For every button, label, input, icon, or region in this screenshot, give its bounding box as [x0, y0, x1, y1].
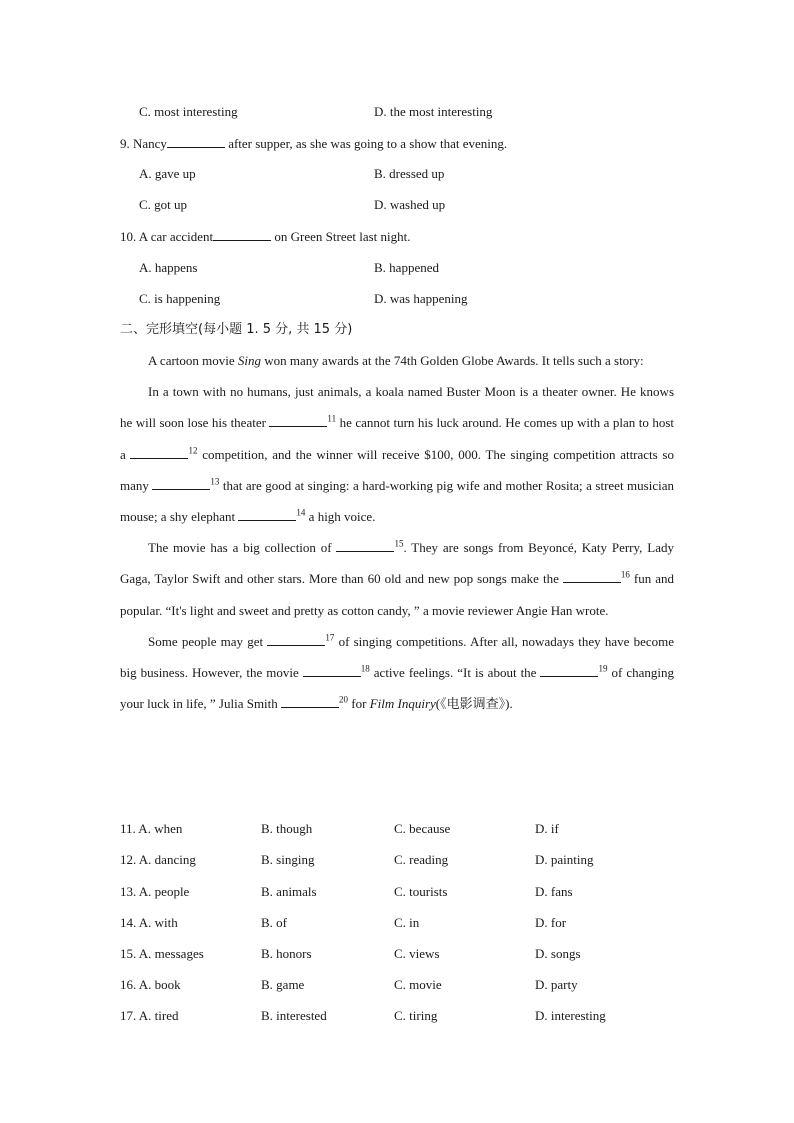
passage-text: fun and popular. “It's light and sweet and pretty as cotton candy, ” a movie reviewer Angie Han wrote.: [120, 571, 674, 618]
choice-d: D. songs: [535, 946, 581, 961]
choice-a: 15. A. messages: [120, 946, 204, 961]
blank-number: 14: [296, 507, 306, 518]
passage-text: of changing your luck in life, ” Julia Smith: [120, 665, 675, 712]
passage-paragraph-3: [120, 532, 674, 626]
choice-b: B. singing: [261, 852, 315, 867]
choice-a: 17. A. tired: [120, 1008, 179, 1023]
passage-text: won many awards at the 74th Golden Globe Awards. It tells such a story:: [261, 353, 644, 368]
passage-paragraph-4: [120, 626, 674, 720]
blank-14: [238, 508, 296, 521]
passage-paragraph-2: [120, 376, 674, 532]
passage-text: for: [348, 696, 370, 712]
blank-19: [540, 664, 598, 677]
q9-option-b: B. dressed up: [374, 166, 445, 181]
blank-17: [267, 633, 325, 646]
q10-option-d: D. was happening: [374, 291, 468, 306]
q9-option-a: A. gave up: [139, 166, 196, 181]
q8-option-c: C. most interesting: [139, 104, 238, 119]
blank-13: [152, 477, 210, 490]
choice-a: 13. A. people: [120, 884, 190, 899]
q9-stem-start: 9. Nancy: [120, 136, 167, 151]
passage-text: Some people may get: [148, 633, 268, 649]
passage-text: The movie has a big collection of: [148, 540, 337, 556]
q10-stem: [120, 228, 411, 245]
blank-11: [269, 414, 327, 427]
blank-number: 19: [598, 663, 608, 674]
q10-option-b: B. happened: [374, 260, 439, 275]
passage-text: competition, and the winner will receive $100, 000. The singing competition attracts so many: [120, 446, 674, 493]
section-heading: 二、完形填空(每小题 1. 5 分, 共 15 分): [120, 322, 353, 337]
passage-paragraph-1: [120, 345, 674, 376]
movie-title: Sing: [237, 353, 262, 368]
choice-b: B. of: [261, 915, 287, 930]
choice-d: D. if: [535, 821, 559, 836]
blank-number: 15: [394, 538, 404, 549]
choice-d: D. fans: [535, 884, 573, 899]
passage-text: a high voice.: [305, 509, 376, 525]
choice-b: B. honors: [261, 946, 312, 961]
q10-blank: [213, 228, 271, 241]
magazine-title: Film Inquiry: [369, 696, 436, 712]
q10-option-c: C. is happening: [139, 291, 221, 306]
choice-c: C. reading: [394, 852, 449, 867]
passage-text: A cartoon movie: [148, 353, 238, 368]
choice-a: 14. A. with: [120, 915, 178, 930]
blank-number: 12: [188, 445, 198, 456]
passage-text: . They are songs from Beyoncé, Katy Perry, Lady Gaga, Taylor Swift and other stars. More than 60 old and new pop songs make the: [120, 540, 674, 587]
q9-stem: [120, 135, 507, 152]
blank-18: [303, 664, 361, 677]
choice-b: B. though: [261, 821, 313, 836]
choice-c: C. tourists: [394, 884, 448, 899]
passage-text: he cannot turn his luck around. He comes up with a plan to host a: [120, 415, 675, 462]
choice-b: B. animals: [261, 884, 317, 899]
blank-12: [130, 446, 188, 459]
q8-option-d: D. the most interesting: [374, 104, 493, 119]
passage-text: (《电影调查》).: [435, 696, 513, 712]
choice-c: C. tiring: [394, 1008, 438, 1023]
q9-option-d: D. washed up: [374, 197, 446, 212]
passage-text: of singing competitions. After all, nowadays they have become big business. However, the movie: [120, 633, 675, 681]
blank-number: 16: [620, 570, 630, 581]
choice-a: 11. A. when: [120, 821, 183, 836]
blank-16: [563, 570, 621, 583]
q10-stem-start: 10. A car accident: [120, 229, 214, 244]
choice-d: D. painting: [535, 852, 594, 867]
blank-number: 20: [339, 694, 349, 705]
passage-text: active feelings. “It is about the: [369, 665, 541, 681]
choice-a: 16. A. book: [120, 977, 181, 992]
passage-text: that are good at singing: a hard-working pig wife and mother Rosita; a street musician mouse; a shy elephant: [120, 477, 674, 525]
q10-stem-end: on Green Street last night.: [271, 229, 411, 244]
choice-c: C. in: [394, 915, 420, 930]
blank-15: [336, 539, 394, 552]
choice-d: D. interesting: [535, 1008, 606, 1023]
passage-text: In a town with no humans, just animals, a koala named Buster Moon is a theater owner. He knows he will soon lose his theater: [120, 384, 674, 431]
blank-20: [281, 695, 339, 708]
choice-b: B. game: [261, 977, 305, 992]
choice-a: 12. A. dancing: [120, 852, 196, 867]
choice-d: D. for: [535, 915, 567, 930]
choice-d: D. party: [535, 977, 578, 992]
blank-number: 11: [327, 414, 337, 425]
q9-option-c: C. got up: [139, 197, 188, 212]
choice-b: B. interested: [261, 1008, 327, 1023]
choice-c: C. movie: [394, 977, 442, 992]
choice-c: C. views: [394, 946, 440, 961]
blank-number: 17: [325, 632, 335, 643]
q10-option-a: A. happens: [139, 260, 198, 275]
choice-c: C. because: [394, 821, 451, 836]
blank-number: 13: [210, 476, 220, 487]
blank-number: 18: [360, 663, 370, 674]
q9-stem-end: after supper, as she was going to a show that evening.: [224, 136, 508, 151]
q9-blank: [167, 135, 225, 148]
cloze-passage: [120, 345, 674, 719]
